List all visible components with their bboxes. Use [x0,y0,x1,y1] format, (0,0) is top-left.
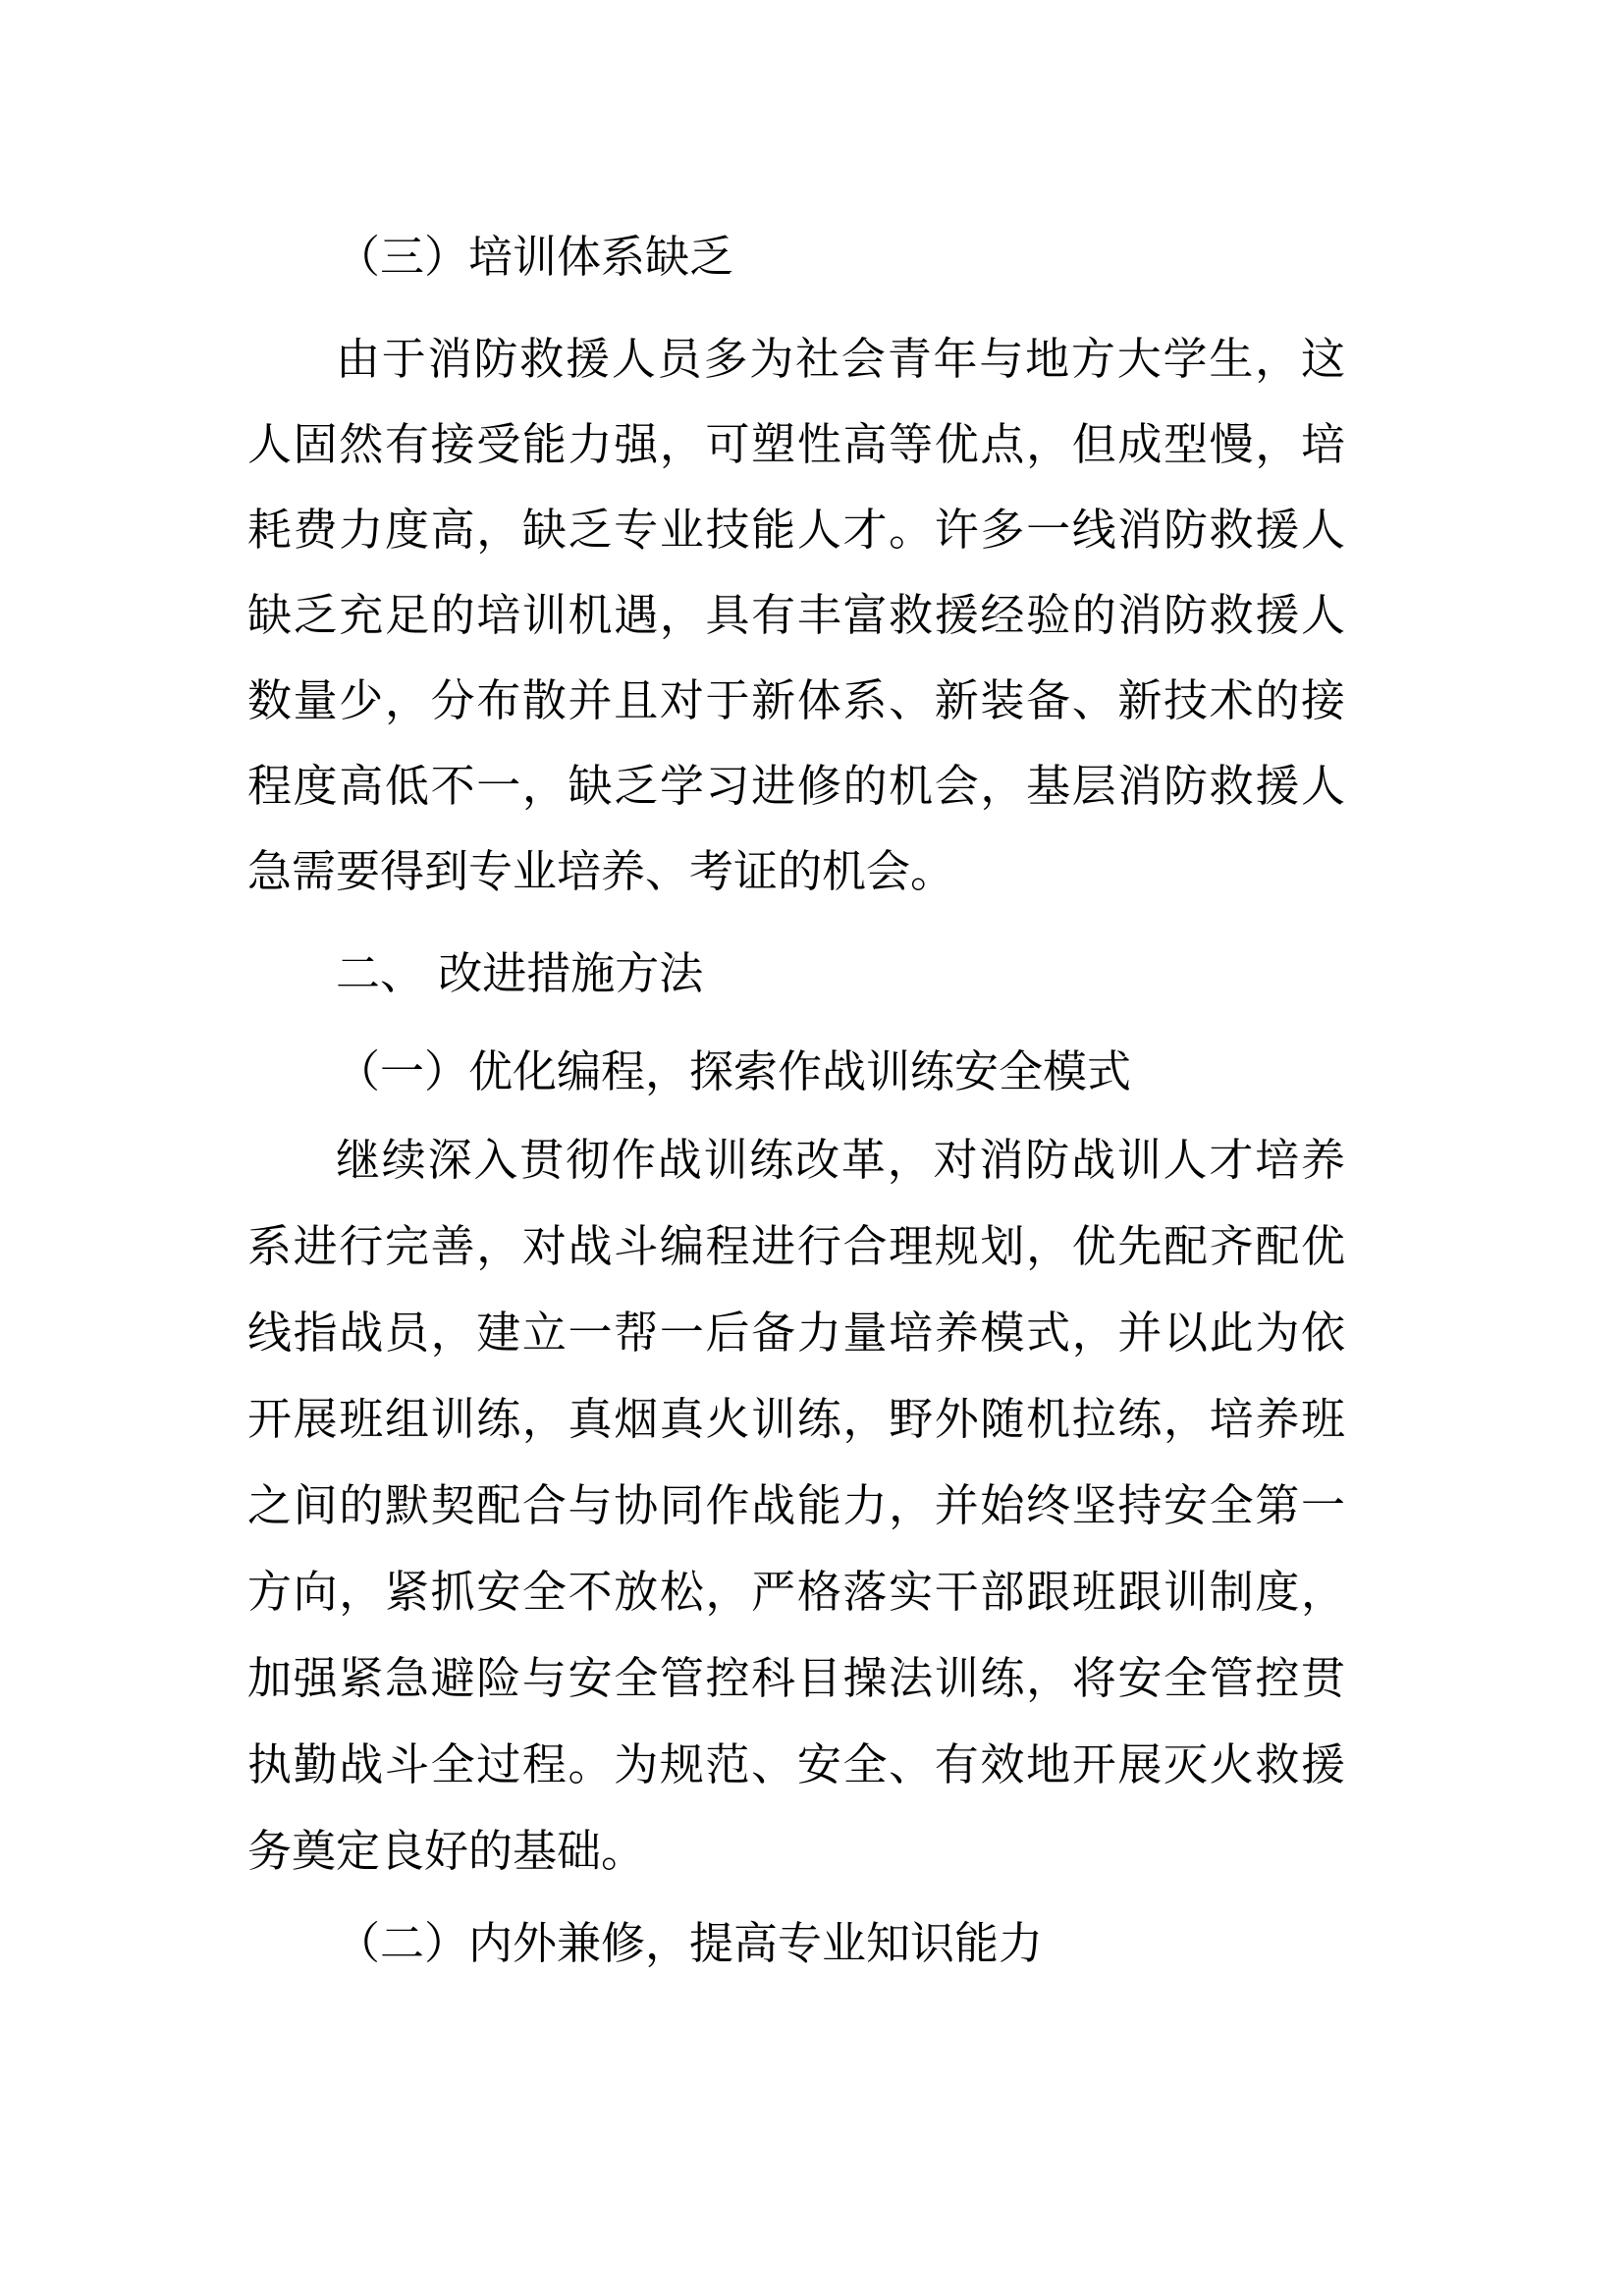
sub-1-paragraph-line-3: 线指战员，建立一帮一后备力量培养模式，并以此为依 [247,1307,1345,1359]
section-3-paragraph-line-2: 人固然有接受能力强，可塑性高等优点，但成型慢，培 [247,418,1345,470]
section-3-paragraph-line-7: 急需要得到专业培养、考证的机会。 [247,845,955,897]
sub-1-heading: （一）优化编程，探索作战训练安全模式 [336,1045,1132,1097]
section-3-paragraph-line-3: 耗费力度高，缺乏专业技能人才。许多一线消防救援人 [247,504,1345,556]
sub-1-paragraph-line-6: 方向，紧抓安全不放松，严格落实干部跟班跟训制度， [247,1566,1345,1618]
sub-1-paragraph-line-1: 继续深入贯彻作战训练改革，对消防战训人才培养 [336,1134,1345,1186]
section-3-paragraph-line-5: 数量少，分布散并且对于新体系、新装备、新技术的接 [247,674,1345,726]
sub-1-paragraph-line-7: 加强紧急避险与安全管控科目操法训练，将安全管控贯 [247,1652,1345,1704]
sub-1-paragraph-line-8: 执勤战斗全过程。为规范、安全、有效地开展灭火救援 [247,1738,1345,1790]
sub-1-paragraph-line-2: 系进行完善，对战斗编程进行合理规划，优先配齐配优 [247,1220,1345,1272]
section-3-paragraph-line-1: 由于消防救援人员多为社会青年与地方大学生，这 [336,333,1345,385]
sub-1-paragraph-line-9: 务奠定良好的基础。 [247,1825,646,1877]
section-3-heading: （三）培训体系缺乏 [336,231,734,283]
sub-2-heading: （二）内外兼修，提高专业知识能力 [336,1917,1044,1969]
section-3-paragraph-line-6: 程度高低不一，缺乏学习进修的机会，基层消防救援人 [247,760,1345,812]
section-3-paragraph-line-4: 缺乏充足的培训机遇，具有丰富救援经验的消防救援人 [247,589,1345,641]
part-2-heading: 二、 改进措施方法 [336,947,704,999]
sub-1-paragraph-line-5: 之间的默契配合与协同作战能力，并始终坚持安全第一 [247,1479,1345,1531]
sub-1-paragraph-line-4: 开展班组训练，真烟真火训练，野外随机拉练，培养班 [247,1393,1345,1445]
